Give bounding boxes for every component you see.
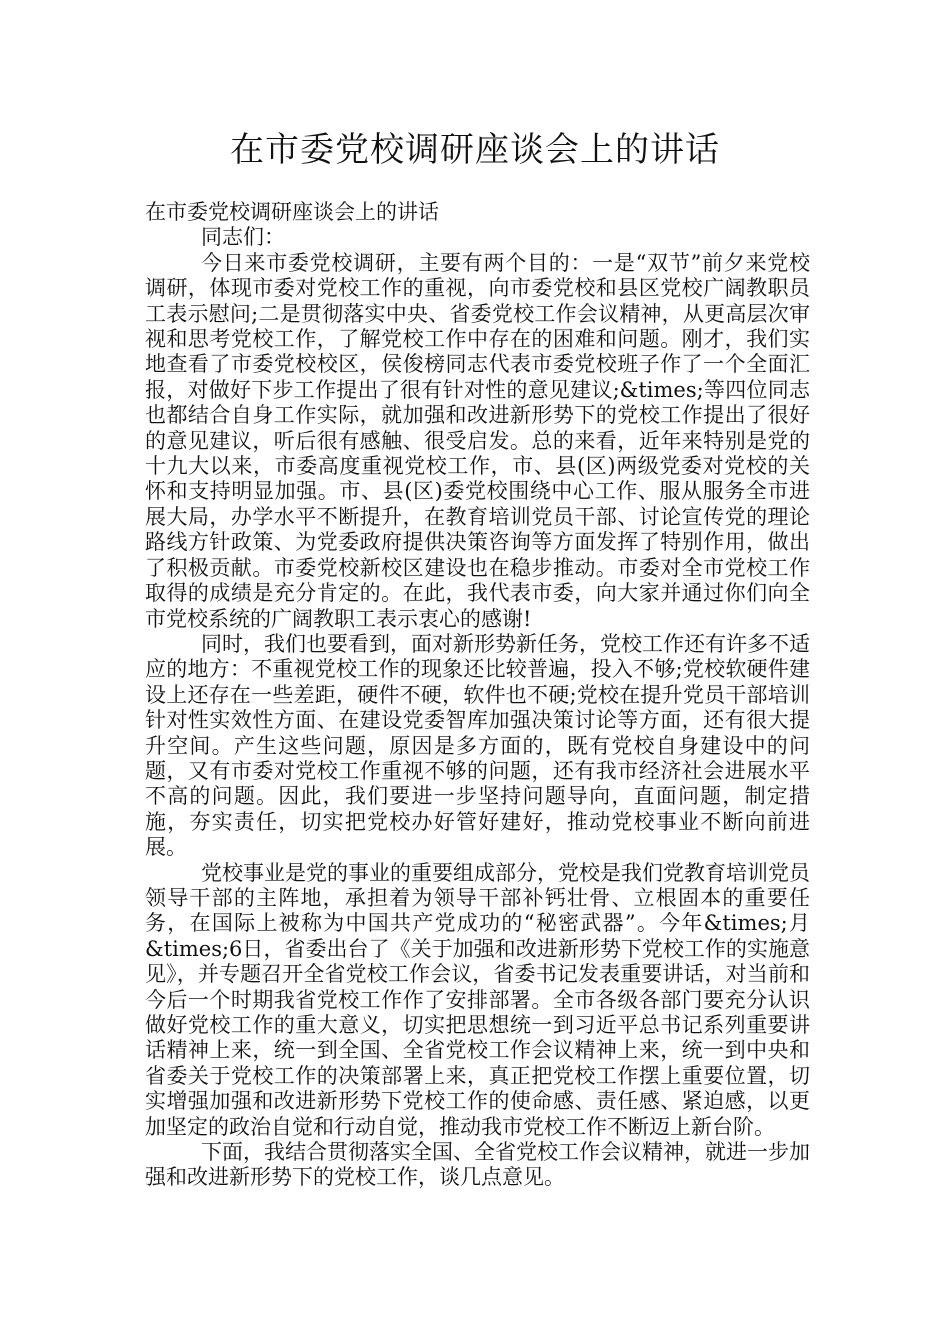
document-title: 在市委党校调研座谈会上的讲话 [230, 130, 720, 170]
paragraph-1: 今日来市委党校调研，主要有两个目的：一是“双节”前夕来党校调研，体现市委对党校工作的重视，向市委党校和县区党校广阔教职员工表示慰问;二是贯彻落实中央、省委党校工作会议精神，从更高层次审视和思考党校工作，了解党校工作中存在的困难和问题。刚才，我们实地查看了市委党校校区，侯俊榜同志代表市委党校班子作了一个全面汇报，对做好下步工作提出了很有针对性的意见建议;&times;等四位同志也都结合自身工作实际，就加强和改进新形势下的党校工作提出了很好的意见建议，听后很有感触、很受启发。总的来看，近年来特别是党的十九大以来，市委高度重视党校工作，市、县(区)两级党委对党校的关怀和支持明显加强。市、县(区)委党校围绕中心工作、服从服务全市进展大局，办学水平不断提升，在教育培训党员干部、讨论宣传党的理论路线方针政策、为党委政府提供决策咨询等方面发挥了特别作用，做出了积极贡献。市委党校新校区建设也在稳步推动。市委对全市党校工作取得的成绩是充分肯定的。在此，我代表市委，向大家并通过你们向全市党校系统的广阔教职工表示衷心的感谢! [145, 250, 810, 631]
document-body [145, 200, 810, 1191]
paragraph-4: 下面，我结合贯彻落实全国、全省党校工作会议精神，就进一步加强和改进新形势下的党校工作，谈几点意见。 [145, 1140, 810, 1190]
greeting: 同志们： [201, 225, 285, 250]
paragraph-2: 同时，我们也要看到，面对新形势新任务，党校工作还有许多不适应的地方：不重视党校工作的现象还比较普遍，投入不够;党校软硬件建设上还存在一些差距，硬件不硬，软件也不硬;党校在提升党员干部培训针对性实效性方面、在建设党委智库加强决策讨论等方面，还有很大提升空间。产生这些问题，原因是多方面的，既有党校自身建设中的问题，又有市委对党校工作重视不够的问题，还有我市经济社会进展水平不高的问题。因此，我们要进一步坚持问题导向，直面问题，制定措施，夯实责任，切实把党校办好管好建好，推动党校事业不断向前进展。 [145, 631, 810, 860]
document-subtitle: 在市委党校调研座谈会上的讲话 [145, 200, 439, 224]
paragraph-3: 党校事业是党的事业的重要组成部分，党校是我们党教育培训党员领导干部的主阵地，承担着为领导干部补钙壮骨、立根固本的重要任务，在国际上被称为中国共产党成功的“秘密武器”。今年&times;月&times;6日，省委出台了《关于加强和改进新形势下党校工作的实施意见》，并专题召开全省党校工作会议，省委书记发表重要讲话，对当前和今后一个时期我省党校工作作了安排部署。全市各级各部门要充分认识做好党校工作的重大意义，切实把思想统一到习近平总书记系列重要讲话精神上来，统一到全国、全省党校工作会议精神上来，统一到中央和省委关于党校工作的决策部署上来，真正把党校工作摆上重要位置，切实增强加强和改进新形势下党校工作的使命感、责任感、紧迫感，以更加坚定的政治自觉和行动自觉，推动我市党校工作不断迈上新台阶。 [145, 860, 810, 1139]
